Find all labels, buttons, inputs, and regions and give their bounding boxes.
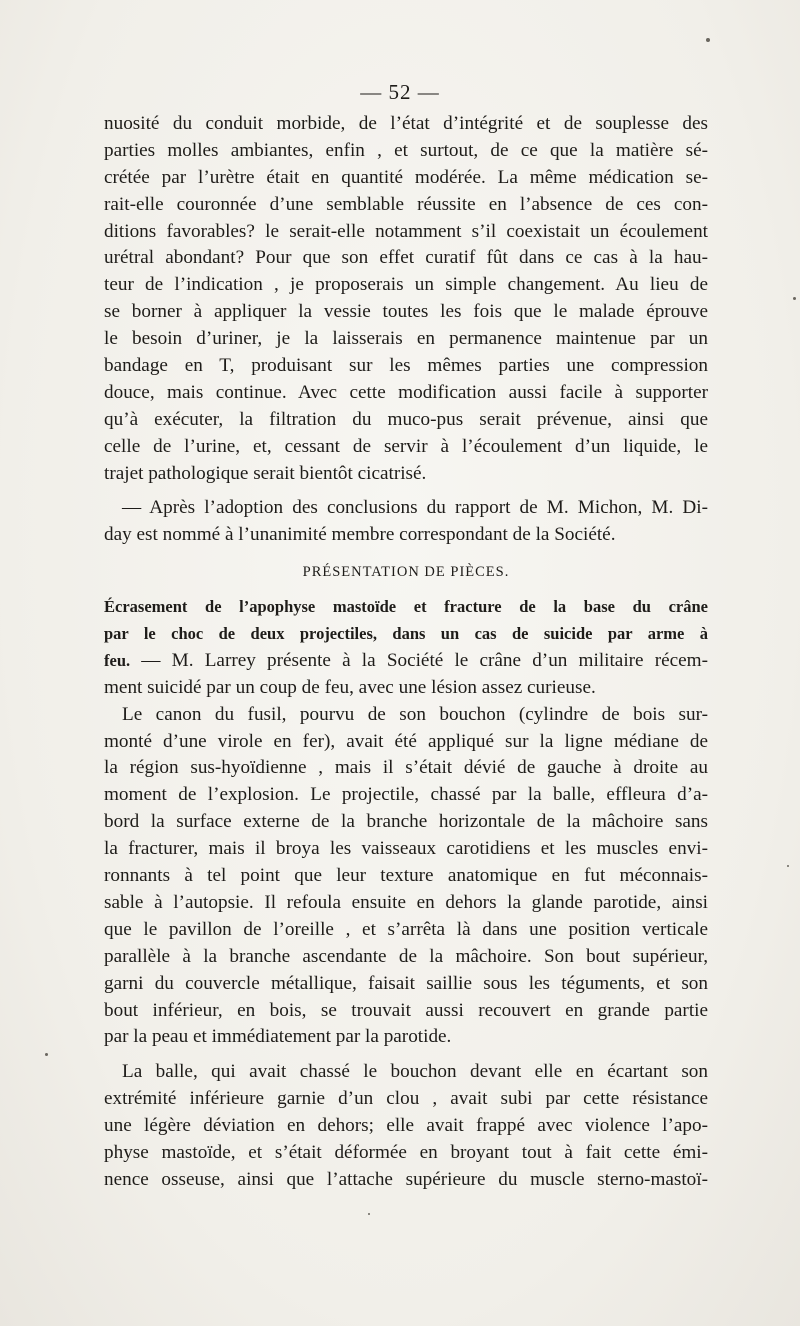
text-line: ronnants à tel point que leur texture anatomique en fut méconnais- bbox=[104, 865, 708, 887]
text-line: La balle, qui avait chassé le bouchon devant elle en écartant son bbox=[122, 1061, 708, 1083]
text-line: douce, mais continue. Avec cette modification aussi facile à supporter bbox=[104, 381, 708, 403]
text-line: le besoin d’uriner, je la laisserais en permanence maintenue par un bbox=[104, 328, 708, 350]
text-line: parallèle à la branche ascendante de la mâchoire. Son bout supérieur, bbox=[104, 945, 708, 967]
print-speck bbox=[793, 297, 796, 300]
text-line: teur de l’indication , je proposerais un simple changement. Au lieu de bbox=[104, 274, 708, 296]
text-line: parties molles ambiantes, enfin , et surtout, de ce que la matière sé- bbox=[104, 139, 708, 161]
print-speck bbox=[706, 38, 710, 42]
text-line: ment suicidé par un coup de feu, avec une lésion assez curieuse. bbox=[104, 676, 596, 698]
case-heading bbox=[104, 594, 708, 648]
heading-line: par le choc de deux projectiles, dans un cas de suicide par arme à bbox=[104, 624, 708, 644]
text-line: se borner à appliquer la vessie toutes les fois que le malade éprouve bbox=[104, 301, 708, 323]
text-line: bout inférieur, en bois, se trouvait aussi recouvert en grande partie bbox=[104, 999, 708, 1021]
text-line: nuosité du conduit morbide, de l’état d’intégrité et de souplesse des bbox=[104, 113, 708, 134]
text-line: trajet pathologique serait bientôt cicatrisé. bbox=[104, 462, 427, 484]
text-line: day est nommé à l’unanimité membre correspondant de la Société. bbox=[104, 524, 616, 546]
text-line: nence osseuse, ainsi que l’attache supérieure du muscle sterno-mastoï- bbox=[104, 1168, 708, 1190]
print-speck bbox=[45, 1053, 48, 1056]
section-title: PRÉSENTATION DE PIÈCES. bbox=[302, 564, 510, 581]
text-line bbox=[104, 648, 708, 675]
text-line: rait-elle couronnée d’une semblable réussite en l’absence de ces con- bbox=[104, 193, 708, 215]
text-line: bandage en T, produisant sur les mêmes parties une compression bbox=[104, 355, 708, 377]
text-line: qu’à exécuter, la filtration du muco-pus serait prévenue, ainsi que bbox=[104, 408, 708, 430]
text-line: la région sus-hyoïdienne , mais il s’était dévié de gauche à droite au bbox=[104, 757, 708, 779]
text-line: sable à l’autopsie. Il refoula ensuite en dehors la glande parotide, ainsi bbox=[104, 891, 708, 913]
paragraph-3 bbox=[104, 648, 708, 702]
text-line: ditions favorables? le serait-elle notamment s’il coexistait un écoulement bbox=[104, 220, 708, 242]
text-line: Le canon du fusil, pourvu de son bouchon (cylindre de bois sur- bbox=[122, 703, 708, 725]
text-line: garni du couvercle métallique, faisait saillie sous les téguments, et son bbox=[104, 972, 708, 994]
text-line: monté d’une virole en fer), avait été appliqué sur la ligne médiane de bbox=[104, 730, 708, 752]
page-number: — 52 — bbox=[360, 80, 440, 104]
paragraph-5 bbox=[104, 1059, 708, 1193]
text-line: une légère déviation en dehors; elle avait frappé avec violence l’apo- bbox=[104, 1115, 708, 1137]
text-line: urétral abondant? Pour que son effet curatif fût dans ce cas à la hau- bbox=[104, 247, 708, 269]
text-line: physe mastoïde, et s’était déformée en broyant tout à fait cette émi- bbox=[104, 1141, 708, 1163]
paragraph-4 bbox=[104, 702, 708, 1052]
text-line: bord la surface externe de la branche horizontale de la mâchoire sans bbox=[104, 811, 708, 833]
text-line: que le pavillon de l’oreille , et s’arrêta là dans une position verticale bbox=[104, 918, 708, 940]
text-line: moment de l’explosion. Le projectile, chassé par la balle, effleura d’a- bbox=[104, 784, 708, 806]
text-line: celle de l’urine, et, cessant de servir à l’écoulement d’un liquide, le bbox=[104, 435, 708, 457]
heading-continuation: — M. Larrey présente à la Société le crâne d’un militaire récem- bbox=[130, 649, 708, 671]
body-text bbox=[104, 111, 708, 1194]
print-speck bbox=[787, 865, 789, 867]
text-line: extrémité inférieure garnie d’un clou , avait subi par cette résistance bbox=[104, 1088, 708, 1110]
text-line: par la peau et immédiatement par la parotide. bbox=[104, 1026, 452, 1048]
print-speck bbox=[368, 1213, 370, 1215]
heading-end: feu. bbox=[104, 650, 131, 670]
text-line: crétée par l’urètre était en quantité modérée. La même médication se- bbox=[104, 166, 708, 188]
paragraph-1 bbox=[104, 111, 708, 487]
text-line: la fracturer, mais il broya les vaisseaux carotidiens et les muscles envi- bbox=[104, 838, 708, 860]
text-line: — Après l’adoption des conclusions du rapport de M. Michon, M. Di- bbox=[122, 497, 708, 519]
paragraph-2 bbox=[104, 495, 708, 549]
heading-line: Écrasement de l’apophyse mastoïde et fracture de la base du crâne bbox=[104, 597, 708, 617]
